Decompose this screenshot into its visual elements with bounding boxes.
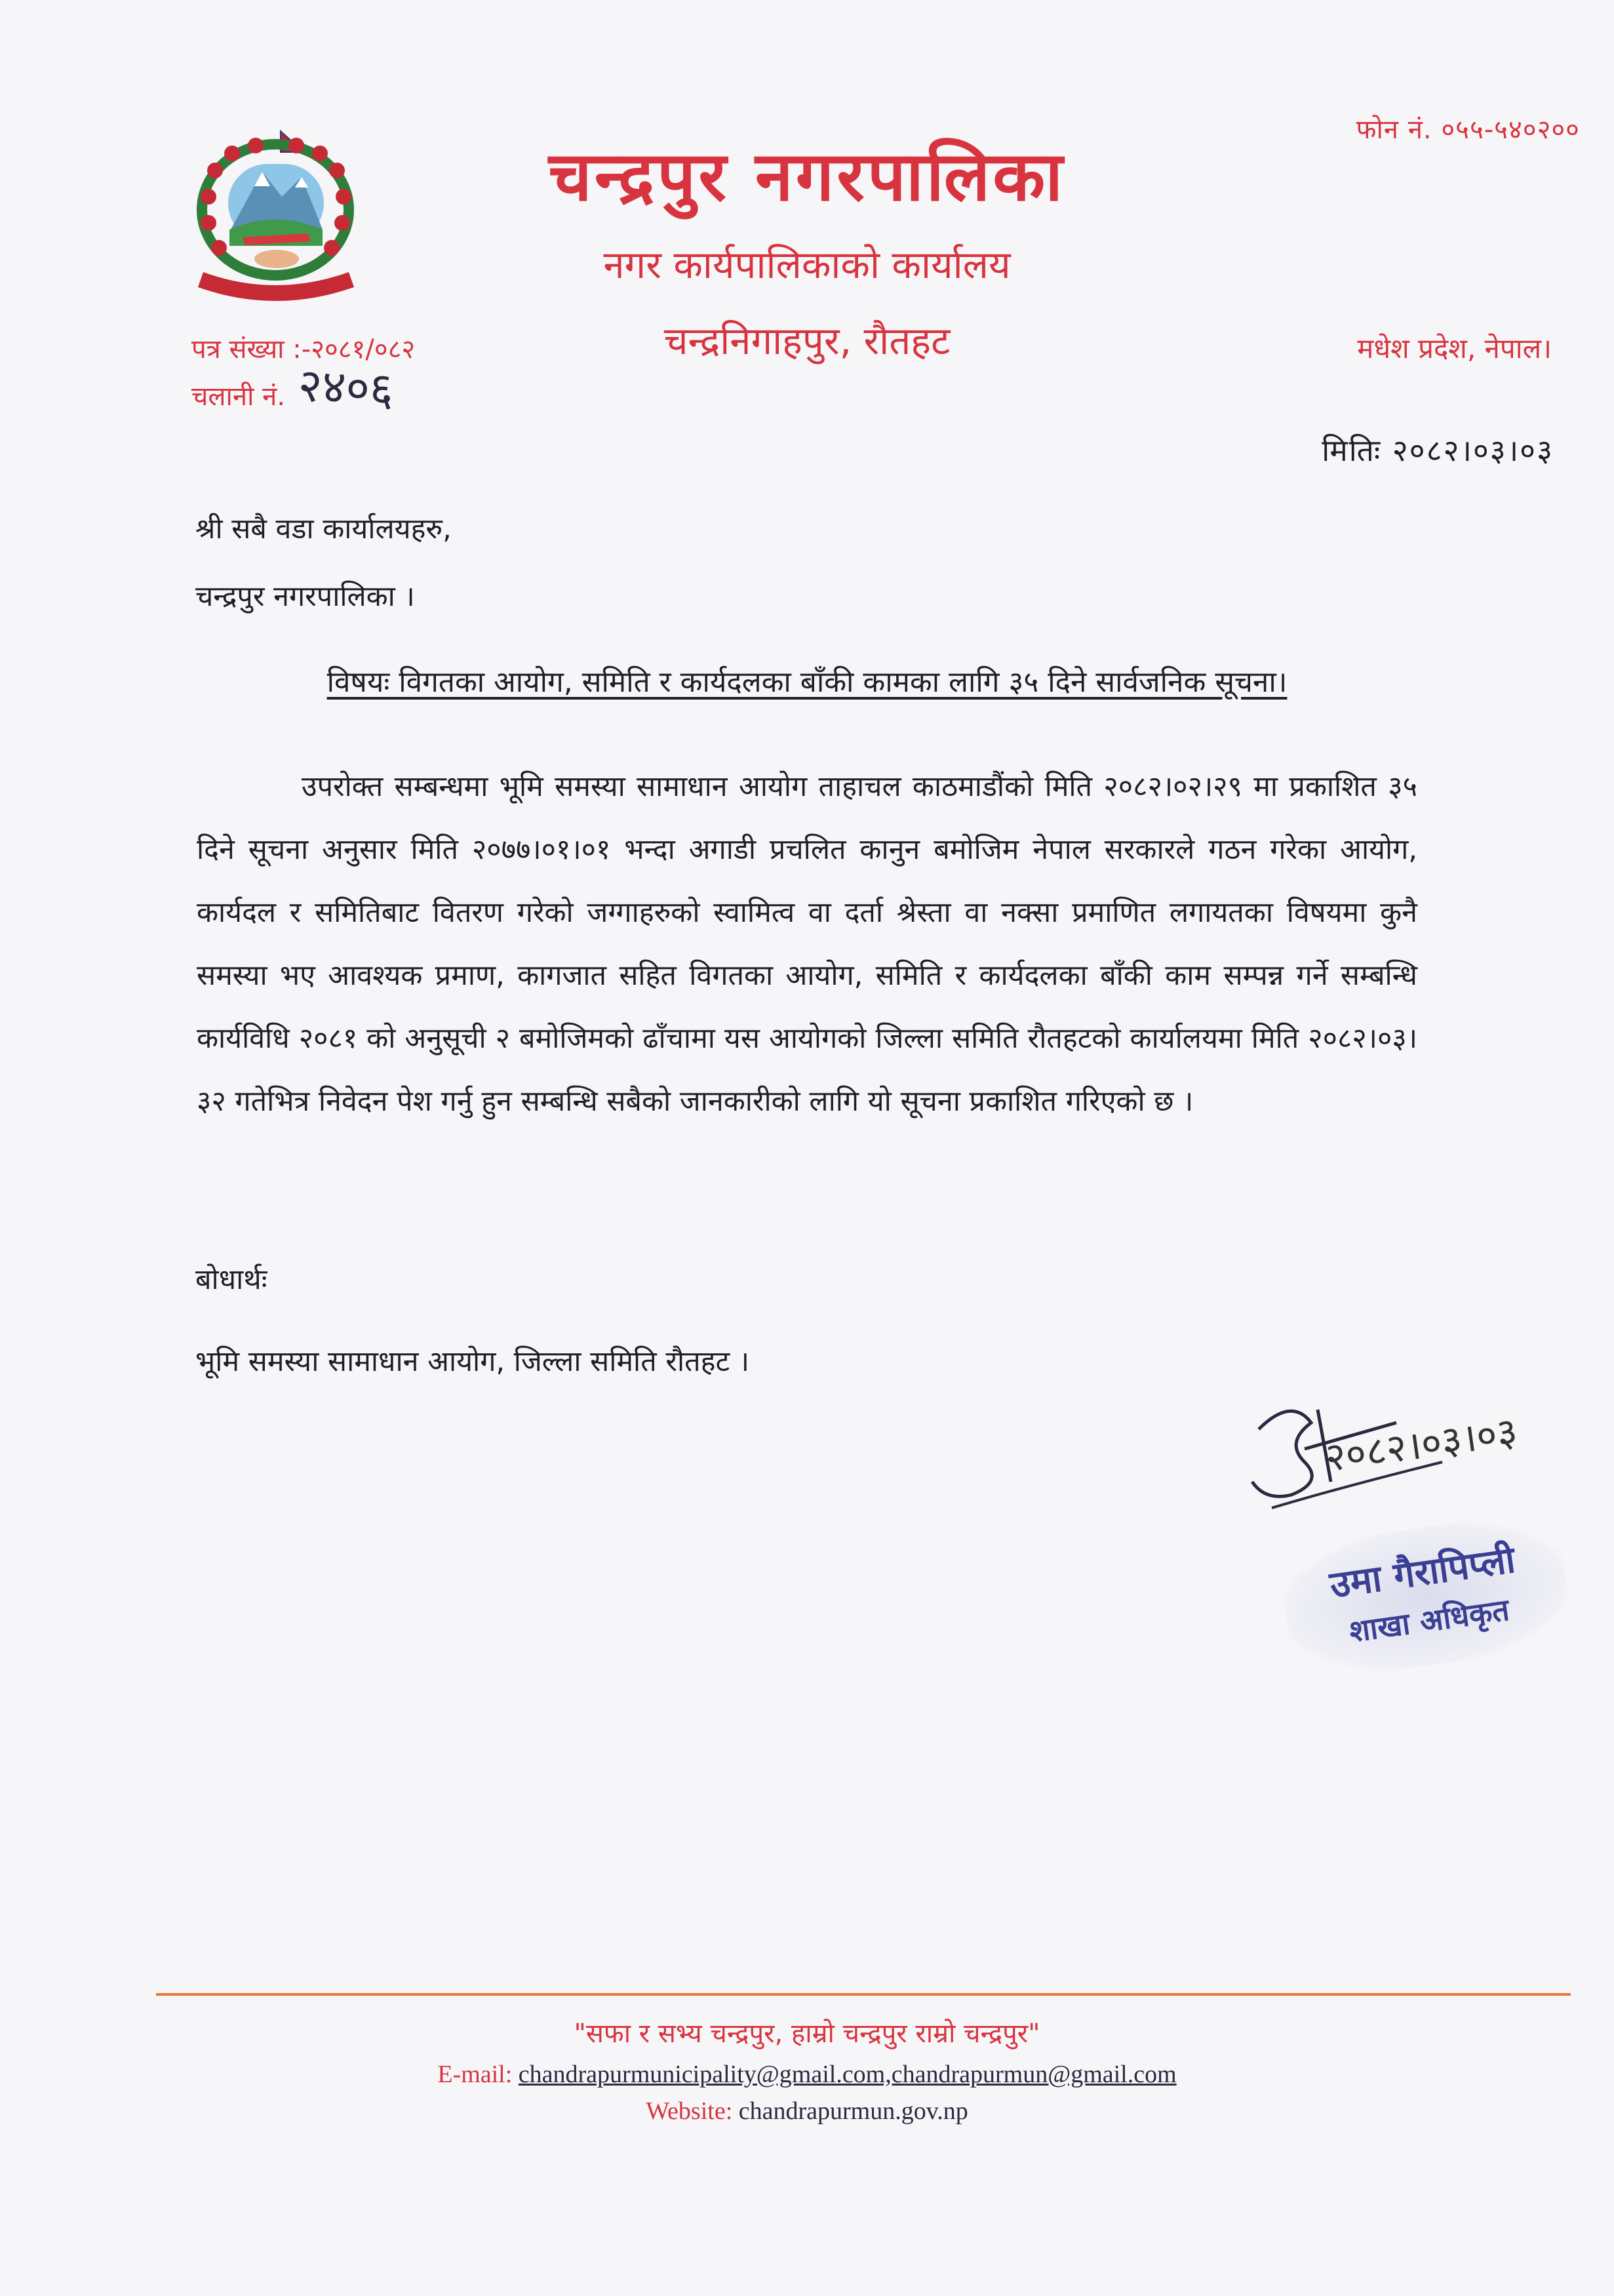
email-label: E-mail: bbox=[437, 2061, 513, 2088]
letter-number: पत्र संख्या :-२०८१/०८२ bbox=[191, 334, 416, 365]
subject-line bbox=[0, 661, 1614, 700]
stamp-officer-name: उमा गैरापिप्ली bbox=[1327, 1538, 1518, 1607]
office-name: नगर कार्यपालिकाको कार्यालय bbox=[603, 243, 1011, 287]
website-link[interactable]: chandrapurmun.gov.np bbox=[738, 2097, 968, 2125]
subject-text: विषयः विगतका आयोग, समिति र कार्यदलका बाँकी कामका लागि ३५ दिने सार्वजनिक सूचना। bbox=[326, 665, 1288, 699]
footer-slogan: "सफा र सभ्य चन्द्रपुर, हाम्रो चन्द्रपुर राम्रो चन्द्रपुर" bbox=[574, 2019, 1040, 2049]
email-link[interactable]: chandrapurmunicipality@gmail.com,chandrapurmun@gmail.com bbox=[518, 2061, 1177, 2088]
letter-date: मितिः २०८२।०३।०३ bbox=[1322, 433, 1554, 468]
recipient-line-2: चन्द्रपुर नगरपालिका । bbox=[195, 580, 415, 613]
cc-label: बोधार्थः bbox=[195, 1263, 267, 1296]
stamp-officer-post: शाखा अधिकृत bbox=[1347, 1591, 1512, 1650]
footer-divider bbox=[156, 1993, 1571, 1996]
dispatch-label: चलानी नं. bbox=[191, 382, 286, 412]
province: मधेश प्रदेश, नेपाल। bbox=[1357, 332, 1552, 365]
cc-recipient: भूमि समस्या सामाधान आयोग, जिल्ला समिति रौतहट । bbox=[195, 1345, 750, 1378]
footer-website bbox=[0, 2097, 1614, 2126]
signature-date: २०८२।०३।०३ bbox=[1322, 1408, 1520, 1482]
website-label: Website: bbox=[646, 2097, 733, 2125]
office-address: चन्द्रनिगाहपुर, रौतहट bbox=[663, 319, 951, 363]
municipality-name: चन्द्रपुर नगरपालिका bbox=[548, 136, 1066, 216]
recipient-line-1: श्री सबै वडा कार्यालयहरु, bbox=[195, 513, 452, 545]
footer-email bbox=[0, 2060, 1614, 2089]
dispatch-number-handwritten: २४०६ bbox=[296, 358, 395, 417]
notice-body: उपरोक्त सम्बन्धमा भूमि समस्या सामाधान आयोग ताहाचल काठमाडौंको मिति २०८२।०२।२९ मा प्रकाशित ३५ दिने सूचना अनुसार मिति २०७७।०१।०१ भन्दा अगाडी प्रचलित कानुन बमोजिम नेपाल सरकारले गठन गरेका आयोग, कार्यदल र समितिबाट वितरण गरेको जग्गाहरुको स्वामित्व वा दर्ता श्रेस्ता वा नक्सा प्रमाणित लगायतका विषयमा कुनै समस्या भए आवश्यक प्रमाण, कागजात सहित विगतका आयोग, समिति र कार्यदलका बाँकी काम सम्पन्न गर्ने सम्बन्धि कार्यविधि २०८१ को अनुसूची २ बमोजिमको ढाँचामा यस आयोगको जिल्ला समिति रौतहटको कार्यालयमा मिति २०८२।०३।३२ गतेभित्र निवेदन पेश गर्नु हुन सम्बन्धि सबैको जानकारीको लागि यो सूचना प्रकाशित गरिएको छ । bbox=[197, 770, 1417, 1118]
phone-number: फोन नं. ०५५-५४०२०० bbox=[1356, 115, 1580, 145]
